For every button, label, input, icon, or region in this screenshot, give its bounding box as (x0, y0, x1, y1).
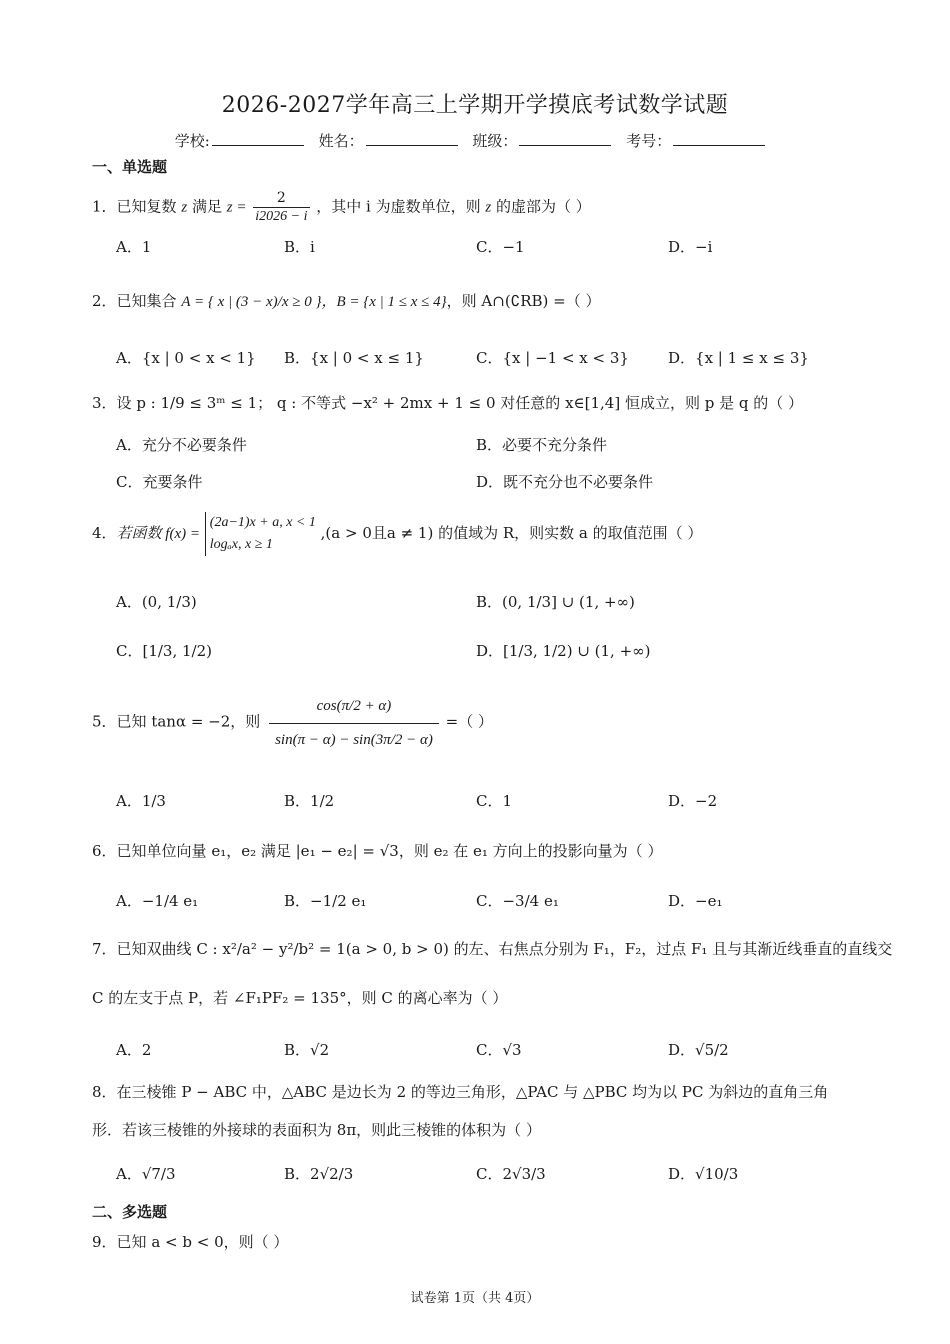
exam-no-blank[interactable] (673, 131, 765, 146)
q1-fraction (253, 190, 309, 225)
q4-piecewise (205, 512, 316, 556)
q2-set-a: A = { x | (3 − x)/x ≥ 0 } (181, 294, 322, 310)
q1-number: 1． (92, 197, 117, 216)
q7-option-b[interactable]: B．√2 (284, 1041, 330, 1059)
exam-no-label: 考号： (626, 132, 672, 150)
q7-number: 7． (92, 940, 117, 958)
q8-option-b[interactable]: B．2√2/3 (284, 1165, 354, 1183)
q6-option-b[interactable]: B．−1/2 e₁ (284, 892, 367, 910)
q1-option-d[interactable]: D．−i (668, 238, 713, 256)
q6-option-d[interactable]: D．−e₁ (668, 892, 723, 910)
q4-option-c[interactable]: C．[1/3, 1/2) (116, 642, 212, 660)
q5-option-c[interactable]: C．1 (476, 792, 513, 810)
section-multiple-choice: 二、多选题 (92, 1203, 168, 1221)
question-6 (92, 840, 662, 862)
q8-option-c[interactable]: C．2√3/3 (476, 1165, 546, 1183)
exam-title: 2026-2027学年高三上学期开学摸底考试数学试题 (221, 93, 729, 118)
q2-text-post: ，则 A∩(∁RB) =（ ） (446, 292, 601, 310)
q5-text-post: =（ ） (445, 712, 494, 731)
q8-option-a[interactable]: A．√7/3 (116, 1165, 176, 1183)
q6-number: 6． (92, 842, 117, 860)
q1-frac-den: i2026 − i (255, 209, 308, 224)
q5-text-pre: 已知 tanα = −2，则 (116, 712, 261, 731)
q1-text-post2: 的虚部为（ ） (496, 197, 591, 216)
q1-option-a[interactable]: A．1 (116, 238, 152, 256)
q3-option-b[interactable]: B．必要不充分条件 (476, 436, 608, 454)
q2-option-c[interactable]: C．{x | −1 < x < 3} (476, 349, 629, 367)
question-3 (92, 392, 803, 414)
question-5 (92, 690, 493, 753)
q1-post-var: z (485, 199, 492, 216)
q4-option-d[interactable]: D．[1/3, 1/2) ∪ (1, +∞) (476, 642, 651, 660)
q1-text-pre: 已知复数 (116, 197, 177, 216)
q1-text-post: ，其中 i 为虚数单位，则 (316, 197, 481, 216)
q2-option-a[interactable]: A．{x | 0 < x < 1} (116, 349, 256, 367)
q4-text-post: ,(a > 0且a ≠ 1) 的值域为 R，则实数 a 的取值范围（ ） (320, 524, 703, 542)
q5-option-d[interactable]: D．−2 (668, 792, 718, 810)
q4-case-1: (2a−1)x + a, x < 1 (209, 515, 316, 530)
question-7-line-2: C 的左支于点 P，若 ∠F₁PF₂ = 135°，则 C 的离心率为（ ） (92, 989, 508, 1007)
q5-denominator: sin(π − α) − sin(3π/2 − α) (275, 732, 433, 748)
question-7-line-1 (92, 938, 892, 960)
q1-option-c[interactable]: C．−1 (476, 238, 525, 256)
question-1 (92, 190, 591, 225)
q1-option-b[interactable]: B．i (284, 238, 315, 256)
section-single-choice: 一、单选题 (92, 158, 168, 176)
q9-text: 已知 a < b < 0，则（ ） (116, 1233, 289, 1251)
q2-option-b[interactable]: B．{x | 0 < x ≤ 1} (284, 349, 424, 367)
question-4 (92, 512, 702, 556)
q1-frac-num: 2 (253, 190, 309, 208)
question-8-line-2: 形．若该三棱锥的外接球的表面积为 8π，则此三棱锥的体积为（ ） (92, 1121, 541, 1139)
q2-number: 2． (92, 292, 117, 310)
question-2 (92, 290, 601, 313)
name-label: 姓名： (318, 132, 364, 150)
q3-option-a[interactable]: A．充分不必要条件 (116, 436, 247, 454)
q5-option-b[interactable]: B．1/2 (284, 792, 335, 810)
q5-numerator: cos(π/2 + α) (269, 690, 439, 724)
q3-option-c[interactable]: C．充要条件 (116, 473, 203, 491)
q4-text-pre: 若函数 f(x) = (116, 526, 200, 542)
q2-option-d[interactable]: D．{x | 1 ≤ x ≤ 3} (668, 349, 809, 367)
q7-text-line-1: 已知双曲线 C : x²/a² − y²/b² = 1(a > 0, b > 0) 的左、右焦点分别为 F₁，F₂，过点 F₁ 且与其渐近线垂直的直线交 (116, 940, 893, 958)
question-8-line-1 (92, 1081, 828, 1103)
q4-number: 4． (92, 524, 117, 542)
q1-eq: z = (226, 199, 247, 216)
q2-set-b: ，B = {x | 1 ≤ x ≤ 4} (321, 294, 447, 310)
q3-option-d[interactable]: D．既不充分也不必要条件 (476, 473, 654, 491)
class-blank[interactable] (519, 131, 611, 146)
q4-case-2: logₐx, x ≥ 1 (209, 537, 273, 552)
q5-fraction (269, 690, 439, 753)
q5-number: 5． (92, 712, 117, 731)
q3-number: 3． (92, 394, 117, 412)
q6-option-c[interactable]: C．−3/4 e₁ (476, 892, 559, 910)
q6-text: 已知单位向量 e₁，e₂ 满足 |e₁ − e₂| = √3，则 e₂ 在 e₁ 方向上的投影向量为（ ） (116, 842, 663, 860)
q8-text-line-1: 在三棱锥 P − ABC 中，△ABC 是边长为 2 的等边三角形，△PAC 与 △PBC 均为以 PC 为斜边的直角三角 (116, 1083, 829, 1101)
q5-option-a[interactable]: A．1/3 (116, 792, 166, 810)
page-footer: 试卷第 1页（共 4页） (410, 1291, 540, 1306)
q9-number: 9． (92, 1233, 117, 1251)
q4-option-b[interactable]: B．(0, 1/3] ∪ (1, +∞) (476, 593, 635, 611)
q4-option-a[interactable]: A．(0, 1/3) (116, 593, 197, 611)
q8-option-d[interactable]: D．√10/3 (668, 1165, 739, 1183)
class-label: 班级： (472, 132, 518, 150)
q1-text-mid: 满足 (191, 197, 222, 216)
question-9 (92, 1231, 288, 1253)
q8-number: 8． (92, 1083, 117, 1101)
name-blank[interactable] (366, 131, 458, 146)
school-blank[interactable] (212, 131, 304, 146)
q7-option-c[interactable]: C．√3 (476, 1041, 522, 1059)
student-info-line (0, 130, 950, 151)
q1-var: z (181, 199, 188, 216)
q3-text: 设 p : 1/9 ≤ 3ᵐ ≤ 1； q : 不等式 −x² + 2mx + 1 ≤ 0 对任意的 x∈[1,4] 恒成立，则 p 是 q 的（ ） (116, 394, 804, 412)
q2-text-pre: 已知集合 (116, 292, 177, 310)
q7-option-a[interactable]: A．2 (116, 1041, 152, 1059)
school-label: 学校: (174, 132, 210, 150)
q6-option-a[interactable]: A．−1/4 e₁ (116, 892, 199, 910)
q7-option-d[interactable]: D．√5/2 (668, 1041, 729, 1059)
